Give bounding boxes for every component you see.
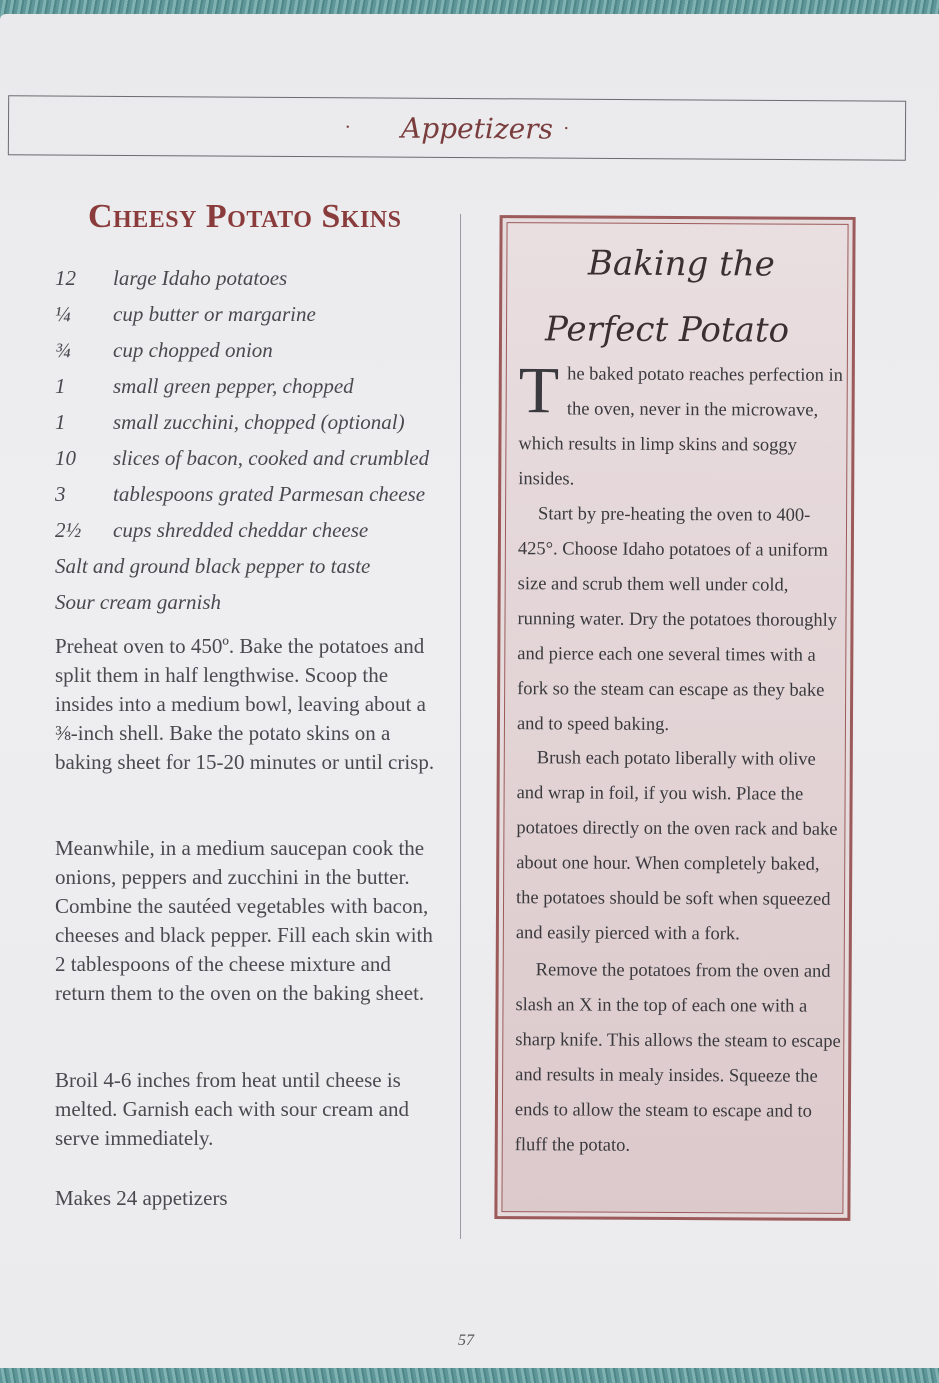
- section-header: [8, 95, 906, 160]
- sidebar-title-line2: Perfect Potato: [544, 309, 790, 351]
- column-divider: [460, 214, 461, 1239]
- ingredient-item: cups shredded cheddar cheese: [113, 517, 369, 542]
- book-page: [0, 14, 939, 1368]
- sidebar-title-line1: Baking the: [587, 243, 775, 285]
- section-title: Appetizers: [400, 111, 554, 146]
- ingredient-row: [55, 476, 455, 512]
- ingredient-qty: 3: [55, 481, 66, 506]
- recipe-title: Cheesy Potato Skins: [88, 198, 402, 235]
- recipe-step: Broil 4-6 inches from heat until cheese is melted. Garnish each with sour cream and serve immediately.: [55, 1068, 409, 1150]
- ingredient-item: slices of bacon, cooked and crumbled: [113, 445, 430, 470]
- ornament-dot-icon: ·: [562, 117, 570, 140]
- ingredient-qty: 1: [55, 373, 66, 398]
- ingredient-row: [55, 296, 455, 332]
- ingredient-note: Sour cream garnish: [55, 589, 222, 614]
- ingredient-qty: 2½: [55, 517, 82, 542]
- drop-cap: T: [518, 354, 560, 428]
- page-number: 57: [458, 1332, 474, 1349]
- recipe-step: Meanwhile, in a medium saucepan cook the onions, peppers and zucchini in the butter. Combine the sautéed vegetables with bacon, cheeses and black pepper. Fill each skin with 2 tablespoons of the cheese mixture and return them to the oven on the baking sheet.: [55, 836, 433, 1005]
- ingredient-item: cup chopped onion: [113, 337, 273, 362]
- recipe-step: Preheat oven to 450º. Bake the potatoes and split them in half lengthwise. Scoop the insides into a medium bowl, leaving about a ⅜-inch shell. Bake the potato skins on a baking sheet for 15-20 minutes or until crisp.: [55, 634, 435, 774]
- ingredient-item: cup butter or margarine: [113, 301, 316, 326]
- sidebar-paragraph: Remove the potatoes from the oven and slash an X in the top of each one with a sharp knife. This allows the steam to escape and results in mealy insides. Squeeze the ends to allow the steam to escape and to fluff the potato.: [514, 960, 841, 1156]
- ingredient-qty: ¾: [55, 337, 71, 362]
- ingredient-qty: 12: [55, 265, 76, 290]
- ingredient-qty: ¼: [55, 301, 71, 326]
- ingredient-qty: 10: [55, 445, 76, 470]
- ingredient-row: [55, 440, 455, 476]
- sidebar-paragraph-text: he baked potato reaches perfection in the oven, never in the microwave, which results in limp skins and soggy insides.: [518, 364, 844, 490]
- sidebar-paragraph: Brush each potato liberally with olive and wrap in foil, if you wish. Place the potatoes directly on the oven rack and bake about one hour. When completely baked, the potatoes should be soft when squeezed and easily pierced with a fork.: [515, 748, 838, 945]
- sidebar-paragraph: Start by pre-heating the oven to 400-425°. Choose Idaho potatoes of a uniform size and scrub them well under cold, running water. Dry the potatoes thoroughly and pierce each one several times with a fork so the steam can escape as they bake and to speed baking.: [516, 504, 838, 735]
- ornament-dot-icon: ·: [344, 115, 352, 138]
- ingredient-note: Salt and ground black pepper to taste: [55, 553, 371, 578]
- ingredient-list: [55, 260, 455, 620]
- ingredient-row: [55, 404, 455, 440]
- ingredient-item: large Idaho potatoes: [113, 265, 288, 290]
- ingredient-item: small zucchini, chopped (optional): [113, 409, 405, 434]
- sidebar-inner-frame: [501, 222, 848, 1214]
- ingredient-item: tablespoons grated Parmesan cheese: [113, 481, 426, 506]
- ingredient-qty: 1: [55, 409, 66, 434]
- sidebar-box: [494, 215, 855, 1221]
- recipe-yield: Makes 24 appetizers: [55, 1186, 228, 1210]
- sidebar-paragraph: [518, 354, 849, 499]
- ingredient-row: [55, 512, 455, 548]
- ingredient-item: small green pepper, chopped: [113, 373, 354, 398]
- ingredient-row: [55, 260, 455, 296]
- ingredient-row: [55, 368, 455, 404]
- ingredient-row: [55, 332, 455, 368]
